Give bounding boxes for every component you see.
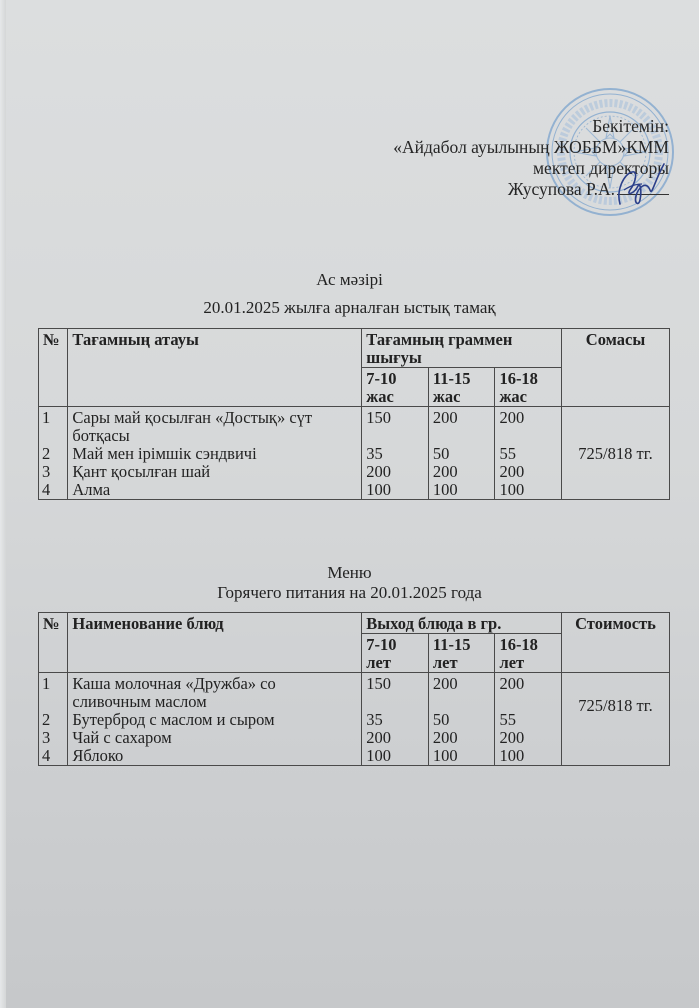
dish-names: [68, 407, 362, 500]
ru-menu-table: [38, 612, 670, 766]
header-age-11-15: 11-15 жас: [428, 368, 495, 407]
header-no: №: [39, 329, 68, 407]
dish-name: Май мен ірімшік сэндвичі: [72, 444, 257, 463]
dish-name-cont: ботқасы: [72, 426, 130, 445]
price-cell: 725/818 тг.: [562, 407, 670, 500]
header-dish-name: Тағамның атауы: [68, 329, 362, 407]
dish-name-cont: сливочным маслом: [72, 692, 207, 711]
dish-names: [68, 673, 362, 766]
dish-name: Бутерброд с маслом и сыром: [72, 710, 275, 729]
header-price: Стоимость: [562, 613, 670, 673]
header-price: Сомасы: [562, 329, 670, 407]
table-header-row: [39, 613, 670, 634]
table-header-row: [39, 329, 670, 368]
header-no: №: [39, 613, 68, 673]
dish-name: Яблоко: [72, 746, 124, 765]
dish-name: Чай с сахаром: [72, 728, 172, 747]
dish-name: Қант қосылған шай: [72, 462, 211, 481]
grams-7-10: 150 35 200 100: [362, 673, 429, 766]
table-body-row: [39, 673, 670, 766]
page-edge: [0, 0, 6, 1008]
ru-menu-title: Меню: [327, 563, 372, 582]
grams-16-18: 200 55 200 100: [495, 407, 562, 500]
dish-name: Сары май қосылған «Достық» сүт: [72, 408, 313, 427]
header-grams-group: Выход блюда в гр.: [362, 613, 562, 634]
row-numbers: 1 2 3 4: [39, 673, 68, 766]
dish-name: Алма: [72, 480, 111, 499]
kz-menu-title: Ас мәзірі: [316, 270, 383, 289]
header-dish-name: Наименование блюд: [68, 613, 362, 673]
ru-menu-subtitle: Горячего питания на 20.01.2025 года: [217, 583, 482, 602]
row-numbers: 1 2 3 4: [39, 407, 68, 500]
price-cell: 725/818 тг.: [562, 673, 670, 766]
grams-16-18: 200 55 200 100: [495, 673, 562, 766]
approval-position: мектеп директоры: [532, 158, 669, 178]
approval-signatory-name: Жусупова Р.А.: [507, 179, 615, 199]
approval-organization: «Айдабол ауылының ЖОББМ»КММ: [393, 137, 669, 157]
grams-11-15: 200 50 200 100: [428, 673, 495, 766]
header-grams-group: Тағамның граммен шығуы: [362, 329, 562, 368]
kz-menu-table: [38, 328, 670, 500]
header-age-7-10: 7-10 лет: [362, 634, 429, 673]
header-age-16-18: 16-18 лет: [495, 634, 562, 673]
header-age-16-18: 16-18 жас: [495, 368, 562, 407]
header-age-11-15: 11-15 лет: [428, 634, 495, 673]
header-age-7-10: 7-10 жас: [362, 368, 429, 407]
grams-7-10: 150 35 200 100: [362, 407, 429, 500]
dish-name: Каша молочная «Дружба» со: [72, 674, 276, 693]
grams-11-15: 200 50 200 100: [428, 407, 495, 500]
approval-heading: Бекітемін:: [592, 116, 669, 136]
kz-menu-subtitle: 20.01.2025 жылға арналған ыстық тамақ: [203, 298, 496, 317]
signature-icon: [606, 160, 666, 210]
table-body-row: [39, 407, 670, 500]
